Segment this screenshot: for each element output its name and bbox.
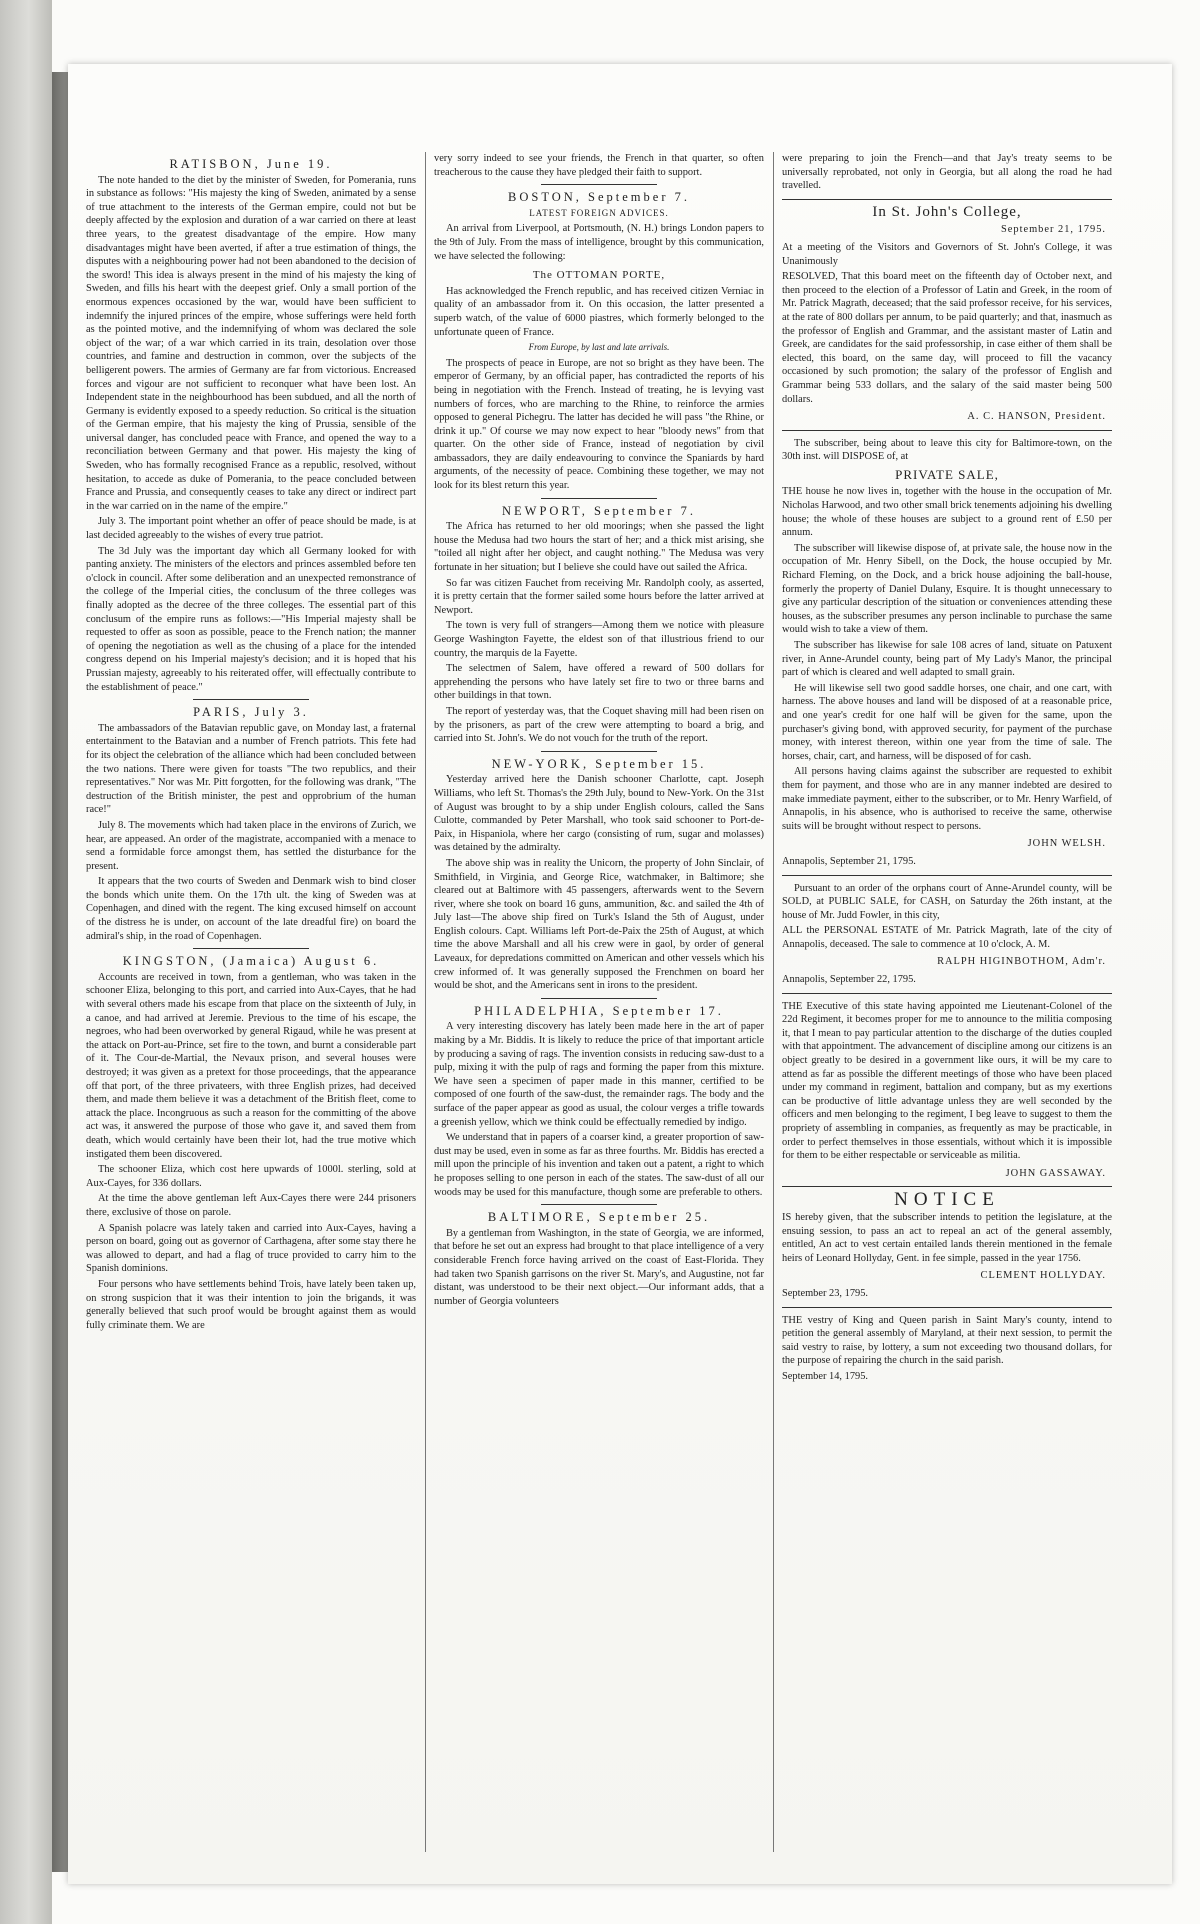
article-paragraph: The selectmen of Salem, have offered a reward of 500 dollars for apprehending the persons who have lately set fire to two or three barns and other buildings in that town. [434,663,764,702]
ad-paragraph: The subscriber will likewise dispose of, at private sale, the house now in the occupation of Mr. Henry Sibell, on the Dock, the house occupied by Mr. Richard Fleming, on the Dock, and a brick house adjoining the ball-house, formerly the property of Daniel Dulany, Esquire. It is thought unnecessary to give any particular description of the situation or conveniences attending these houses, as the subscriber presumes any person inclinable to purchase the same would wish to take a view of them. [782,542,1112,636]
subheading-europe: From Europe, by last and late arrivals. [528,342,670,353]
section-divider [541,184,657,185]
ad-date: Annapolis, September 22, 1795. [782,974,916,986]
article-paragraph: It appears that the two courts of Sweden and Denmark wish to bind closer the bonds which unite them. On the 17th ult. the king of Sweden was at Copenhagen, and dined with the regent. The king excused himself on account of the distress he is under, on account of the late dreadful fire) on board the admiral's ship, in the road of Copenhagen. [86,876,416,942]
signature: CLEMENT HOLLYDAY. [980,1270,1106,1282]
ad-paragraph: THE Executive of this state having appointed me Lieutenant-Colonel of the 22d Regiment, it becomes proper for me to announce to the militia composing it, that I mean to pay particular attention to the discharge of the duties coupled with that appointment. The advancement of discipline among our citizens is an object greatly to be desired in a government like ours, it will be my care to attend as far as possible the different meetings of those who have been placed under my command in regiment, battalion and company, but as my exertions can be productive of little advantage unless they are well seconded by the officers and men belonging to the regiment, I beg leave to suggest to them the propriety of assembling in companies, as frequently as may be practicable, in order to perfect themselves in those essentials, without which it is impossible for them to be either respectable or serviceable as militia. [782,1000,1112,1162]
column-1 [86,152,416,1334]
article-paragraph: The above ship was in reality the Unicorn, the property of John Sinclair, of Smithfield, in Virginia, and George Rice, watchmaker, in Baltimore; she cleared out at Baltimore with 45 passengers, afterwards went to the Severn river, where she took on board 16 guns, ammunition, &c. and sailed the 4th of July last—The above ship fired on Turk's Island the 5th of August, under English colours. Capt. Williams left Port-de-Paix the 25th of August, at which time the above Marshall and all his crew were in gaol, by order of general Laveaux, for depredations committed on American and other vessels which his crew informed of. It was generally supposed the Frenchmen on board her would be shot, and the Americans sent in irons to the president. [434,857,764,992]
section-divider [193,699,309,700]
column-3 [782,152,1112,1386]
signature: RALPH HIGINBOTHOM, Adm'r. [937,956,1106,968]
dateline-philadelphia: PHILADELPHIA, September 17. [474,1003,724,1018]
article-paragraph: The schooner Eliza, which cost here upwards of 1000l. sterling, sold at Aux-Cayes, for 336 dollars. [86,1164,416,1189]
column-separator [425,152,426,1852]
article-paragraph: The 3d July was the important day which all Germany looked for with panting anxiety. The ministers of the electors and princes assembled before ten o'clock in council. After some deliberation and an unexpected remonstrance of the college of the Imperial cities, the conclusum of the three colleges was finally adopted as the decree of the three colleges. The essential part of this conclusum of the empire runs as follows:—"His Imperial majesty shall be requested to offer as soon as possible, peace to the French nation; the manner of opening the negotiation as well as the chusing of a place for the intended congress depend on his Imperial majesty's decision; and it is hoped that his Prussian majesty, agreeably to his reiterated offer, will effectually contribute to the establishment of peace." [86,545,416,693]
article-paragraph: July 8. The movements which had taken place in the environs of Zurich, we hear, are appeased. An order of the magistrate, accompanied with a menace to send a formidable force amongst them, has settled the disturbance for the present. [86,819,416,872]
section-divider [541,1204,657,1205]
article-paragraph: July 3. The important point whether an offer of peace should be made, is at last decided agreeably to the wishes of every true patriot. [86,516,416,542]
ad-paragraph: The subscriber, being about to leave this city for Baltimore-town, on the 30th inst. will DISPOSE of, at [782,437,1112,463]
article-paragraph: Accounts are received in town, from a gentleman, who was taken in the schooner Eliza, belonging to this port, and carried into Aux-Cayes, that he had with several others made his escape from that place on the sixteenth of July, in a canoe, and had arrived at Jeremie. Previous to the time of his escape, the negroes, who had been overworked by general Rigaud, while he was present at the attack on Port-au-Prince, set fire to the town, and burnt a considerable part of it. The Cour-de-Martial, the Nevaux prison, and several houses were destroyed; it was given as a pretext for those proceedings, that the appearance off that port, of the three privateers, with three English prizes, had deceived them, and made them believe it was a detachment of the British fleet, come to attack the place. Incongruous as such a reason for the committing of the above act was, it answered the purpose of those who gave it, and saved them from death, which would certainly have been their lot, had the true motive which instigated them been discovered. [86,971,416,1160]
dateline-ratisbon: RATISBON, June 19. [169,157,333,171]
article-paragraph: We understand that in papers of a coarser kind, a greater proportion of saw-dust may be used, even in some as far as three fourths. Mr. Biddis has erected a mill upon the principle of his invention and taken out a patent, a right to which he proposes selling to one person in each of the states. The saw-dust of all our woods may be used for this manufacture, though some are preferable to others. [434,1132,764,1198]
article-paragraph: The ambassadors of the Batavian republic gave, on Monday last, a fraternal entertainment to the Batavian and a number of French patriots. This fete had for its object the celebration of the alliance which had been concluded between the two nations. There were given for toasts "The two republics, and their representatives." Nor was Mr. Pitt forgotten, for the following was drank, "The destruction of the British minister, the pest and opprobrium of the human race!" [86,722,416,816]
dateline-boston: BOSTON, September 7. [508,190,690,205]
subheading: LATEST FOREIGN ADVICES. [529,207,669,218]
page-gutter-shadow [52,72,68,1872]
section-divider [541,998,657,999]
ad-paragraph: All persons having claims against the subscriber are requested to exhibit them for payment, and those who are in any manner indebted are desired to make immediate payment, either to the subscriber, or to Mr. Henry Warfield, of Annapolis, in his absence, who is authorised to receive the same, otherwise suits will be brought without respect to persons. [782,766,1112,832]
article-paragraph: So far was citizen Fauchet from receiving Mr. Randolph cooly, as asserted, it is pretty certain that the former sailed some hours before the latter arrived at Newport. [434,577,764,616]
ad-paragraph: The subscriber has likewise for sale 108 acres of land, situate on Patuxent river, in Anne-Arundel county, being part of My Lady's Manor, the principal part of which is cleared and well adapted to small grain. [782,640,1112,679]
column-rule [782,430,1112,431]
ad-date: September 14, 1795. [782,1370,868,1382]
section-divider [193,948,309,949]
dateline-new-york: NEW-YORK, September 15. [491,756,707,771]
ad-paragraph: Pursuant to an order of the orphans court of Anne-Arundel county, will be SOLD, at PUBLIC SALE, for CASH, on Saturday the 26th instant, at the house of Mr. Judd Fowler, in this city, [782,882,1112,921]
signature: JOHN WELSH. [1027,838,1106,850]
ad-date: September 23, 1795. [782,1287,868,1299]
ad-paragraph: THE vestry of King and Queen parish in Saint Mary's county, intend to petition the general assembly of Maryland, at their next session, to permit the said vestry to raise, by lottery, a sum not exceeding two thousand dollars, for the purpose of repairing the church in the said parish. [782,1314,1112,1367]
article-paragraph: By a gentleman from Washington, in the state of Georgia, we are informed, that before he set out an express had brought to that place intelligence of a very considerable French force having arrived on the coast of East-Florida. They had taken two Spanish garrisons on the river St. Mary's, and Augustine, not far distant, was understood to be their next object.—Our informant adds, that a number of Georgia volunteers [434,1227,764,1307]
column-separator [773,152,774,1852]
article-paragraph: A Spanish polacre was lately taken and carried into Aux-Cayes, having a person on board, going out as governor of Carthagena, after some stay there he was allowed to depart, and had a flag of truce provided to carry him to the Spanish dominions. [86,1222,416,1275]
article-paragraph: were preparing to join the French—and that Jay's treaty seems to be universally reprobated, not only in Georgia, but all along the road he had travelled. [782,153,1112,192]
dateline-paris: PARIS, July 3. [193,705,309,720]
notice-date: September 21, 1795. [1001,224,1106,236]
ad-paragraph: He will likewise sell two good saddle horses, one chair, and one cart, with harness. The above houses and land will be disposed of at a reasonable price, and one year's credit for one half will be given for the same, upon the purchaser's giving bond, with approved security, for payment of the purchase money, with interest thereon, within one year from the time of sale. The horses, chair, cart, and harness, will be disposed of for cash. [782,682,1112,762]
article-paragraph: The Africa has returned to her old moorings; when she passed the light house the Medusa had two hours the start of her; and a thick mist arising, she "toiled all night after her object, and caught nothing." The Medusa was very fortunate in her situation; but I believe she could have out sailed the Africa. [434,521,764,574]
dateline-baltimore: BALTIMORE, September 25. [487,1210,711,1225]
notice-paragraph: RESOLVED, That this board meet on the fifteenth day of October next, and then proceed to the election of a Professor of Latin and Greek, in the room of Mr. Patrick Magrath, deceased; that the said professor receive, for his services, at the rate of 800 dollars per annum, to be paid quarterly; and that, inasmuch as the professor of English and Grammar, and the assistant master of Latin and Greek, are candidates for the said professorship, in case either of them shall be elected, this board, on the same day, will proceed to fill the vacancy occasioned by such promotion; the salary of the professor of English and Grammar being 533 dollars, and the salary of the said master being 500 dollars. [782,271,1112,405]
section-divider [541,498,657,499]
notice-heading: NOTICE [894,1189,1000,1211]
ad-date: Annapolis, September 21, 1795. [782,855,916,867]
signature: A. C. HANSON, President. [967,411,1106,423]
ad-paragraph: THE house he now lives in, together with the house in the occupation of Mr. Nicholas Harwood, and two other small brick tenements adjoining his dwelling house; the whole of these houses are subject to a ground rent of £.50 per annum. [782,486,1112,539]
article-paragraph: The report of yesterday was, that the Coquet shaving mill had been risen on by the prisoners, as part of the crew were attempting to board a brig, and carried into St. John's. We do not vouch for the truth of the report. [434,705,764,745]
article-paragraph: very sorry indeed to see your friends, the French in that quarter, so often treacherous to the cause they have pledged their faith to support. [434,153,764,178]
article-paragraph: Four persons who have settlements behind Trois, have lately been taken up, on strong suspicion that it was their intention to join the brigands, it was generally believed that such proof would be brought against them as would fully criminate them. We are [86,1278,416,1331]
article-paragraph: A very interesting discovery has lately been made here in the art of paper making by a Mr. Biddis. It is likely to reduce the price of that important article by producing a saving of rags. The invention consists in reducing saw-dust to a pulp, mixing it with the pulp of rags and forming the paper from this mixture. We have seen a specimen of paper made in this manner, certified to be composed of one fourth of the saw-dust, the remainder rags. The body and the surface of the paper appear as good as usual, the colour verges a trifle towards a greenish yellow, which we think could be effectually remedied by indigo. [434,1021,764,1128]
article-paragraph: At the time the above gentleman left Aux-Cayes there were 244 prisoners there, exclusive of those on parole. [86,1193,416,1218]
column-rule [782,1186,1112,1187]
article-paragraph: The town is very full of strangers—Among them we notice with pleasure George Washington Fayette, the eldest son of that illustrious friend to our country, the marquis de la Fayette. [434,620,764,659]
column-2 [434,152,764,1310]
newspaper-page [68,64,1172,1884]
article-paragraph: Yesterday arrived here the Danish schooner Charlotte, capt. Joseph Williams, who left St. Thomas's the 29th July, bound to New-York. On the 31st of August was brought to by a ship under English colours, called the Sans Culotte, commanded by Peter Marshall, who took said schooner to Port-de-Paix, in Hispaniola, where her cargo (consisting of rum, sugar and molasses) was detained by the admiralty. [434,774,764,854]
dateline-kingston: KINGSTON, (Jamaica) August 6. [122,954,380,969]
dateline-newport: NEWPORT, September 7. [502,503,696,518]
column-rule [782,993,1112,994]
article-paragraph: Has acknowledged the French republic, and has received citizen Verniac in quality of an ambassador from it. On this occasion, the latter presented a superb watch, of the value of 6000 piastres, which formerly belonged to the unfortunate queen of France. [434,285,764,338]
ad-paragraph: ALL the PERSONAL ESTATE of Mr. Patrick Magrath, late of the city of Annapolis, deceased. The sale to commence at 10 o'clock, A. M. [782,925,1112,950]
column-rule [782,875,1112,876]
ad-paragraph: IS hereby given, that the subscriber intends to petition the legislature, at the ensuing session, to pass an act to repeal an act of the general assembly, entitled, An act to vest certain entailed lands therein mentioned in the female heirs of Leonard Hollyday, Gent. in fee simple, passed in the year 1756. [782,1211,1112,1264]
article-paragraph: The prospects of peace in Europe, are not so bright as they have been. The emperor of Germany, by an official paper, has contradicted the reports of his being in negotiation with the French. Instead of treating, he is levying vast numbers of forces, who are marching to the Rhine, to reinforce the armies opposed to general Pichegru. The latter has decided he will pass "the Rhine, or drink it up." Of course we may now expect to hear "bloody news" from that quarter. On the other side of France, instead of negotiation by civil ambassadors, they are daily endeavouring to convince the Spaniards by hard arguments, of the necessity of peace. Combining these together, we may not look for its blest return this year. [434,357,764,492]
signature: JOHN GASSAWAY. [1005,1167,1106,1179]
microfilm-frame-edge [0,0,52,1924]
section-divider [541,751,657,752]
article-paragraph: The note handed to the diet by the minister of Sweden, for Pomerania, runs in substance as follows: "His majesty the king of Sweden, animated by a sense of true attachment to the interests of the German empire, could not but be deeply affected by the explosion and duration of a war carried on there at least three years, to the greatest disadvantage of the empire. How many disadvantages might have been averted, if after a true estimation of things, the disputes with a neighbouring power had not been abandoned to the decision of the sword! This idea is always present in the mind of his majesty the king of Sweden, and fills his heart with the deepest grief. Only a small portion of the enormous expences occasioned by the war, would have been sufficient to indemnify the injured princes of the empire, whose sufferings were held forth as the pointed motive, and the indemnifying of whom was declared the sole object of the war; of a war which carried in its train, desolation over those countries, and famine and destruction in common, over the subjects of the belligerent powers. The armies of Germany are far from victorious. Encreased forces and vigour are not sufficient to reconquer what have been lost. An Independent state in the neighbourhood has been subdued, and all the north of Germany is evidently exposed to a speedy reduction. So critical is the situation of the German empire, that his majesty the king of Prussia, sensible of the universal danger, has concluded peace with France, and opened the way to a reconciliation between Germany and that power. His majesty the king of Sweden, who has formally recognised France as a republic, resolved, without hesitation, to accede as duke of Pomerania, to the peace concluded between France and Prussia, and consequently ceases to take any direct or indirect part in the war carried on in the name of the empire." [86,174,416,512]
subheading-ottoman: The OTTOMAN PORTE, [532,269,666,282]
college-heading: In St. John's College, [872,203,1022,220]
private-sale-heading: PRIVATE SALE, [895,466,999,482]
notice-paragraph: At a meeting of the Visitors and Governors of St. John's College, it was Unanimously [782,241,1112,267]
column-rule [782,1307,1112,1308]
article-paragraph: An arrival from Liverpool, at Portsmouth, (N. H.) brings London papers to the 9th of July. From the mass of intelligence, brought by this communication, we have selected the following: [434,223,764,262]
column-rule [782,199,1112,200]
